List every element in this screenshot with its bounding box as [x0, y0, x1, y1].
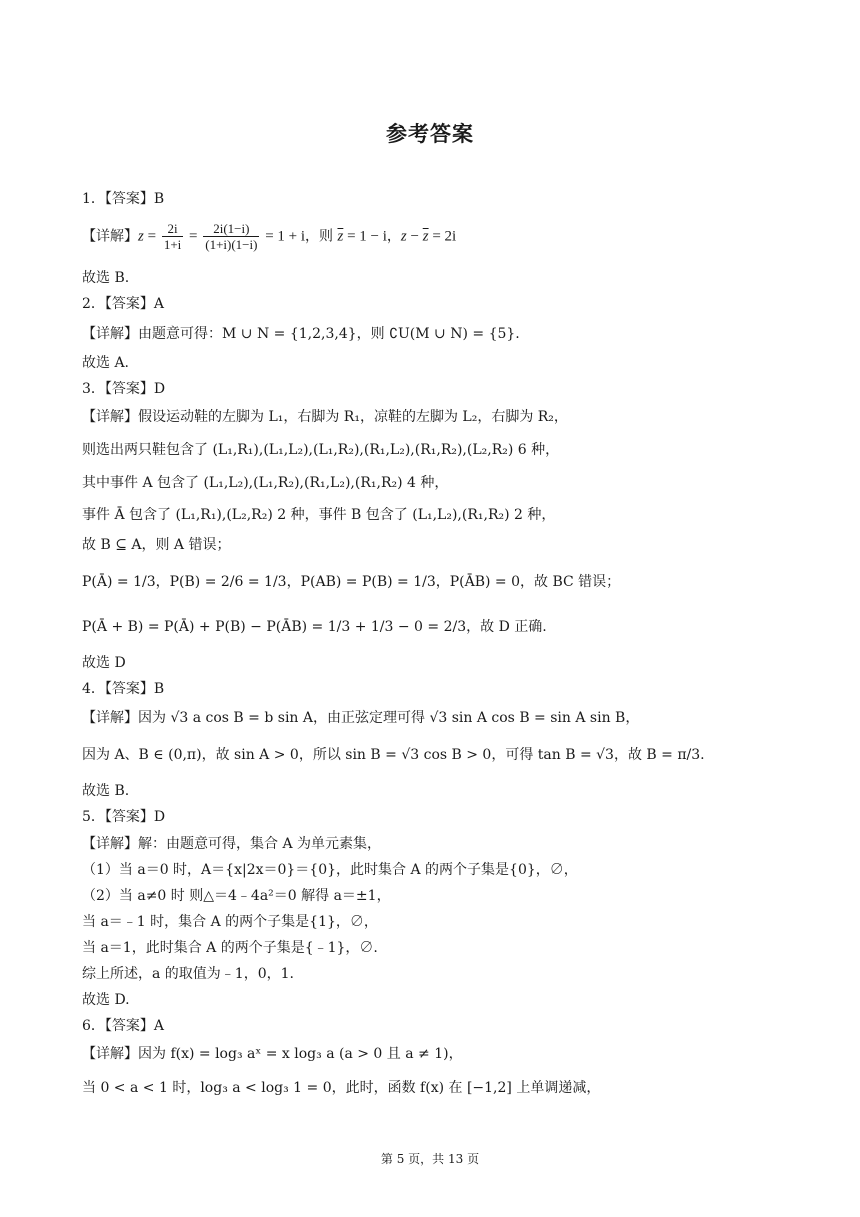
q3-line-7: P(Ā + B) = P(Ā) + P(B) − P(ĀB) = 1/3 + 1/3 − 0 = 2/3，故 D 正确. [82, 619, 547, 635]
q4-line-2: 因为 A、B ∈ (0,π)，故 sin A > 0，所以 sin B = √3 cos B > 0，可得 tan B = √3，故 B = π/3. [82, 747, 705, 763]
q5-line-4: 当 a＝﹣1 时，集合 A 的两个子集是{1}，∅， [82, 914, 378, 930]
q5-line-2: （1）当 a＝0 时，A＝{x|2x＝0}＝{0}，此时集合 A 的两个子集是{0}，∅， [82, 862, 578, 878]
q2-detail: 【详解】由题意可得：M ∪ N = {1,2,3,4}，则 ∁U(M ∪ N) = {5}. [82, 326, 520, 342]
q3-line-6: P(Ā) = 1/3，P(B) = 2/6 = 1/3，P(AB) = P(B) = 1/3，P(ĀB) = 0，故 BC 错误； [82, 574, 621, 590]
fraction: $\frac{2i(1-i)}{(1+i)(1-i)}$ [205, 221, 258, 252]
q3-line-1: 【详解】假设运动鞋的左脚为 L₁，右脚为 R₁，凉鞋的左脚为 L₂，右脚为 R₂， [82, 409, 568, 425]
q4-conclusion: 故选 B. [82, 783, 130, 799]
q6-answer: 6．【答案】A [82, 1018, 165, 1034]
q6-line-1: 【详解】因为 f(x) = log₃ aˣ = x log₃ a (a > 0 且 a ≠ 1)， [82, 1046, 463, 1062]
q5-line-5: 当 a＝1，此时集合 A 的两个子集是{﹣1}，∅. [82, 940, 378, 956]
page-footer: 第 5 页，共 13 页 [380, 1152, 480, 1166]
q5-line-6: 综上所述，a 的取值为﹣1，0，1. [82, 966, 294, 982]
q3-conclusion: 故选 D [82, 655, 126, 671]
page-title: 参考答案 [386, 122, 474, 146]
q5-line-3: （2）当 a≠0 时 则△＝4﹣4a²＝0 解得 a＝±1， [82, 888, 391, 904]
q4-line-1: 【详解】因为 √3 a cos B = b sin A，由正弦定理可得 √3 sin A cos B = sin A sin B， [82, 710, 640, 726]
q3-line-3: 其中事件 A 包含了 (L₁,L₂),(L₁,R₂),(R₁,L₂),(R₁,R₂) 4 种， [82, 475, 449, 491]
q2-conclusion: 故选 A. [82, 355, 130, 371]
q4-answer: 4．【答案】B [82, 681, 165, 697]
q1-conclusion: 故选 B. [82, 270, 130, 286]
q5-answer: 5．【答案】D [82, 809, 166, 825]
q3-line-5: 故 B ⊆ A，则 A 错误； [82, 537, 231, 553]
q2-answer: 2．【答案】A [82, 296, 165, 312]
q3-answer: 3．【答案】D [82, 381, 166, 397]
q5-conclusion: 故选 D. [82, 992, 130, 1008]
q3-line-4: 事件 Ā 包含了 (L₁,R₁),(L₂,R₂) 2 种，事件 B 包含了 (L₁,L₂),(R₁,R₂) 2 种， [82, 507, 556, 523]
q6-line-2: 当 0 < a < 1 时，log₃ a < log₃ 1 = 0，此时，函数 f(x) 在 [−1,2] 上单调递减， [82, 1080, 601, 1096]
q5-line-1: 【详解】解：由题意可得，集合 A 为单元素集， [82, 836, 382, 852]
q1-answer: 1．【答案】B [82, 191, 165, 207]
q3-line-2: 则选出两只鞋包含了 (L₁,R₁),(L₁,L₂),(L₁,R₂),(R₁,L₂),(R₁,R₂),(L₂,R₂) 6 种， [82, 442, 560, 458]
fraction: $\frac{2i}{1+i}$ [163, 221, 182, 252]
q1-detail: 【详解】z = $\frac{2i}{1+i}$ = $\frac{2i(1-i)}{(1+i)(1-i)}$ = 1 + i，则 $\overline{z} = 1 - i$，$z - \overline{z} = 2i$ [82, 221, 457, 252]
q1-detail-label: 【详解】 [82, 228, 138, 245]
